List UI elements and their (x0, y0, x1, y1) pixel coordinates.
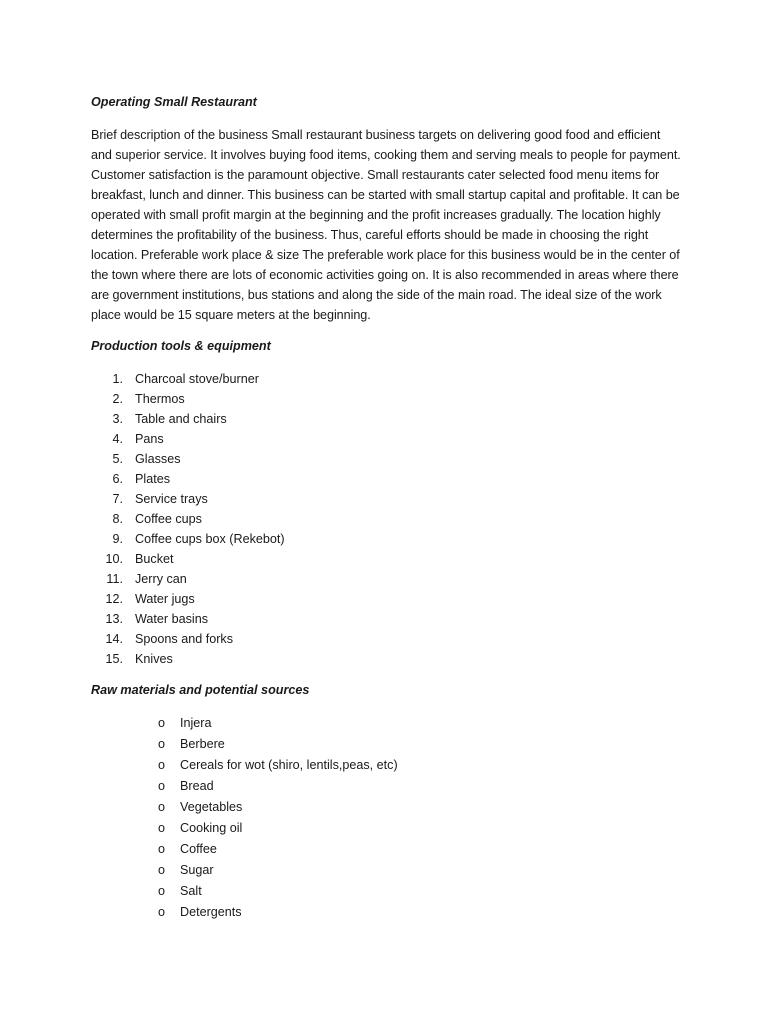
intro-paragraph: Brief description of the business Small restaurant business targets on delivering good food and efficient and superior service. It involves buying food items, cooking them and serving meals to people for payment. Customer satisfaction is the paramount objective. Small restaurants cater selected food menu items for breakfast, lunch and dinner. This business can be started with small startup capital and profitable. It can be operated with small profit margin at the beginning and the profit increases gradually. The location highly determines the profitability of the business. Thus, careful efforts should be made in choosing the right location. Preferable work place & size The preferable work place for this business would be in the center of the town where there are lots of economic activities going on. It is also recommended in areas where there are government institutions, bus stations and along the side of the main road. The ideal size of the work place would be 15 square meters at the beginning. (91, 128, 681, 322)
tools-list-item (91, 629, 681, 649)
tools-list-item (91, 409, 681, 429)
list-item-label: Charcoal stove/burner (135, 372, 259, 386)
tools-list-item (91, 449, 681, 469)
tools-list-item (91, 369, 681, 389)
list-item-label: Coffee (180, 842, 217, 856)
list-item-label: Jerry can (135, 572, 187, 586)
materials-list (91, 713, 681, 923)
list-number: 13. (105, 612, 123, 626)
list-number: 2. (112, 392, 123, 406)
tools-list-item (91, 429, 681, 449)
list-item-label: Pans (135, 432, 164, 446)
list-item-label: Coffee cups box (Rekebot) (135, 532, 285, 546)
tools-list-item (91, 529, 681, 549)
tools-list-item (91, 569, 681, 589)
materials-list-item (91, 839, 681, 860)
list-item-label: Berbere (180, 737, 225, 751)
tools-list-item (91, 609, 681, 629)
list-number: 9. (112, 532, 123, 546)
list-number: 8. (112, 512, 123, 526)
list-item-label: Cereals for wot (shiro, lentils,peas, etc) (180, 758, 398, 772)
list-number: 3. (112, 412, 123, 426)
bullet-marker: o (158, 716, 166, 730)
list-item-label: Spoons and forks (135, 632, 234, 646)
materials-list-item (91, 818, 681, 839)
tools-heading: Production tools & equipment (91, 339, 271, 353)
list-number: 12. (105, 592, 123, 606)
bullet-marker: o (158, 905, 166, 919)
list-item-label: Glasses (135, 452, 181, 466)
bullet-marker: o (158, 737, 166, 751)
bullet-marker: o (158, 779, 166, 793)
materials-list-item (91, 797, 681, 818)
list-item-label: Knives (135, 652, 173, 666)
materials-list-item (91, 902, 681, 923)
materials-list-item (91, 881, 681, 902)
list-number: 7. (112, 492, 123, 506)
list-item-label: Detergents (180, 905, 242, 919)
list-item-label: Water jugs (135, 592, 195, 606)
document-title: Operating Small Restaurant (91, 95, 257, 109)
tools-list-item (91, 489, 681, 509)
bullet-marker: o (158, 842, 166, 856)
list-item-label: Sugar (180, 863, 214, 877)
materials-list-item (91, 860, 681, 881)
list-item-label: Cooking oil (180, 821, 243, 835)
tools-list-item (91, 549, 681, 569)
bullet-marker: o (158, 821, 166, 835)
tools-list-item (91, 589, 681, 609)
tools-list (91, 369, 681, 669)
bullet-marker: o (158, 884, 166, 898)
list-number: 6. (112, 472, 123, 486)
list-item-label: Water basins (135, 612, 209, 626)
materials-list-item (91, 755, 681, 776)
list-item-label: Coffee cups (135, 512, 202, 526)
list-item-label: Plates (135, 472, 171, 486)
list-number: 15. (105, 652, 123, 666)
bullet-marker: o (158, 758, 166, 772)
list-number: 11. (106, 572, 123, 586)
list-item-label: Vegetables (180, 800, 243, 814)
materials-list-item (91, 734, 681, 755)
list-number: 14. (105, 632, 123, 646)
materials-list-item (91, 776, 681, 797)
list-number: 10. (105, 552, 123, 566)
materials-list-item (91, 713, 681, 734)
materials-heading: Raw materials and potential sources (91, 683, 310, 697)
list-item-label: Thermos (135, 392, 185, 406)
bullet-marker: o (158, 800, 166, 814)
document-content (91, 93, 681, 923)
list-item-label: Injera (180, 716, 212, 730)
tools-list-item (91, 509, 681, 529)
list-item-label: Salt (180, 884, 202, 898)
tools-list-item (91, 469, 681, 489)
list-number: 4. (112, 432, 123, 446)
bullet-marker: o (158, 863, 166, 877)
list-item-label: Table and chairs (135, 412, 227, 426)
list-item-label: Bread (180, 779, 214, 793)
list-number: 1. (112, 372, 123, 386)
list-item-label: Bucket (135, 552, 174, 566)
list-number: 5. (112, 452, 123, 466)
tools-list-item (91, 389, 681, 409)
list-item-label: Service trays (135, 492, 208, 506)
tools-list-item (91, 649, 681, 669)
